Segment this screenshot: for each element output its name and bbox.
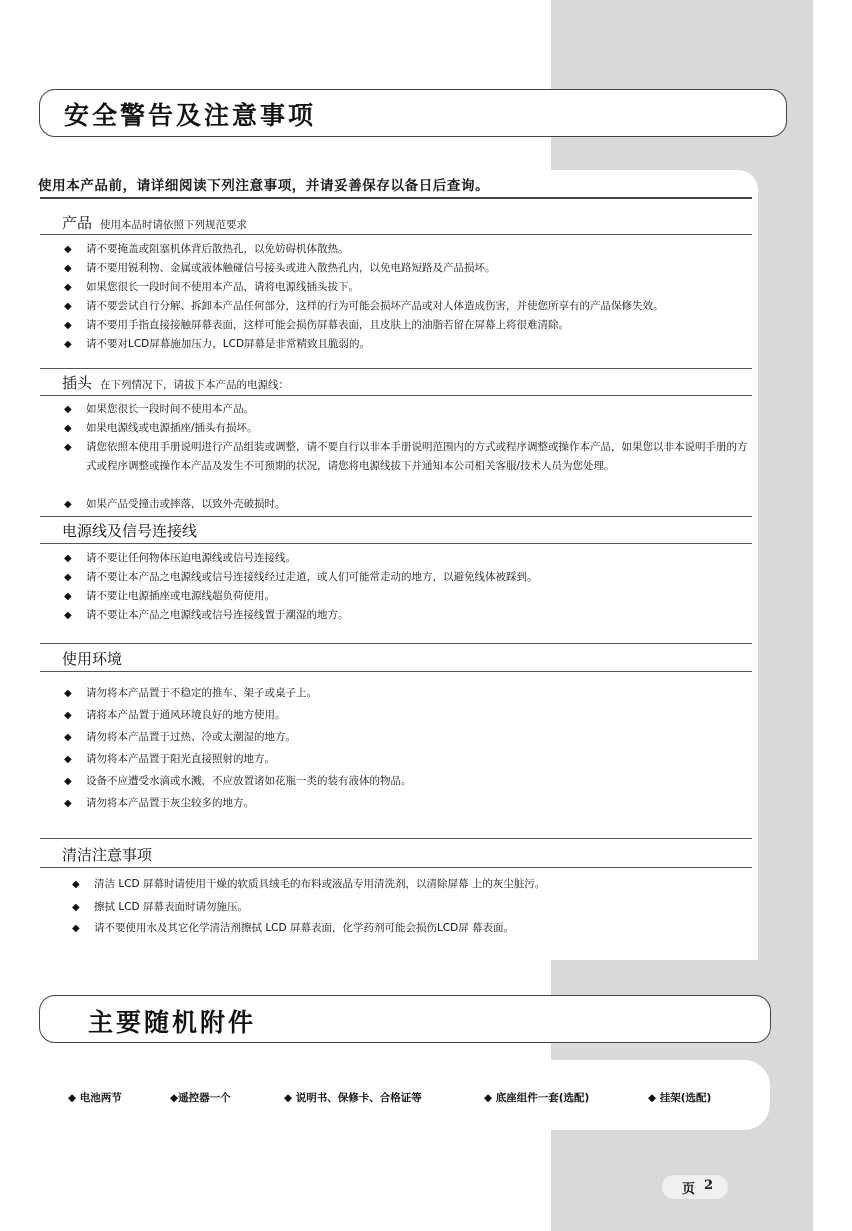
bullet-icon: ◆ xyxy=(64,732,72,743)
bullet-icon: ◆ xyxy=(72,902,80,913)
bullet-icon: ◆ xyxy=(64,282,72,293)
section-divider xyxy=(40,234,752,235)
bullet-icon: ◆ xyxy=(64,404,72,415)
accessory-item: ◆遥控器一个 xyxy=(170,1092,231,1104)
list-item: ◆ 请不要让任何物体压迫电源线或信号连接线。 xyxy=(64,549,756,568)
page-number-badge xyxy=(662,1175,728,1199)
bullet-icon: ◆ xyxy=(64,776,72,787)
bullet-icon: ◆ xyxy=(64,301,72,312)
intro-text: 使用本产品前，请详细阅读下列注意事项，并请妥善保存以备日后查询。 xyxy=(38,178,490,194)
bullet-icon: ◆ xyxy=(64,572,72,583)
bullet-icon: ◆ xyxy=(64,710,72,721)
bullet-icon: ◆ xyxy=(64,499,72,510)
list-item: ◆ 如果您很长一段时间不使用本产品，请将电源线插头拔下。 xyxy=(64,278,756,297)
bullet-icon: ◆ xyxy=(284,1092,293,1104)
section-divider xyxy=(40,867,752,868)
bullet-icon: ◆ xyxy=(64,688,72,699)
accessories-title: 主要随机附件 xyxy=(88,1008,257,1037)
bullet-icon: ◆ xyxy=(64,553,72,564)
accessory-item: ◆ 电池两节 xyxy=(68,1092,122,1104)
accessories-title-box xyxy=(39,995,771,1043)
section-heading-plug xyxy=(62,372,289,393)
section-divider xyxy=(40,543,752,544)
list-item: ◆ 请不要尝试自行分解、拆卸本产品任何部分，这样的行为可能会损坏产品或对人体造成伤害，并使您所享有的产品保修失效。 xyxy=(64,297,756,316)
list-item: ◆ 擦拭 LCD 屏幕表面时请勿施压。 xyxy=(72,898,764,917)
list-item: ◆ 请不要用锐利物、金属或液体触碰信号接头或进入散热孔内，以免电路短路及产品损坏。 xyxy=(64,259,756,278)
section-divider xyxy=(40,368,752,369)
list-item: ◆ 请勿将本产品置于不稳定的推车、架子或桌子上。 xyxy=(64,684,756,703)
bullet-icon: ◆ xyxy=(64,591,72,602)
bullet-icon: ◆ xyxy=(68,1092,77,1104)
accessory-item: ◆ 说明书、保修卡、合格证等 xyxy=(284,1092,422,1104)
bullet-icon: ◆ xyxy=(484,1092,493,1104)
bullet-icon: ◆ xyxy=(64,798,72,809)
section-divider xyxy=(40,838,752,839)
page-number: 2 xyxy=(704,1178,714,1193)
list-item: ◆ 请勿将本产品置于过热、冷或太潮湿的地方。 xyxy=(64,728,756,747)
section-title: 电源线及信号连接线 xyxy=(62,522,198,540)
bullet-icon: ◆ xyxy=(64,320,72,331)
bullet-icon: ◆ xyxy=(72,879,80,890)
section-title: 使用环境 xyxy=(62,650,123,668)
section-title: 清洁注意事项 xyxy=(62,846,153,864)
bullet-icon: ◆ xyxy=(72,923,80,934)
bullet-icon: ◆ xyxy=(64,423,72,434)
list-item: ◆ 请勿将本产品置于灰尘较多的地方。 xyxy=(64,794,756,813)
bullet-icon: ◆ xyxy=(64,263,72,274)
list-item: ◆ 请不要让本产品之电源线或信号连接线置于潮湿的地方。 xyxy=(64,606,756,625)
list-item: ◆ 设备不应遭受水滴或水溅，不应放置诸如花瓶一类的装有液体的物品。 xyxy=(64,772,756,791)
safety-title-box xyxy=(39,89,787,137)
bullet-icon: ◆ xyxy=(64,339,72,350)
section-heading-environment xyxy=(62,648,122,669)
bullet-icon: ◆ xyxy=(64,442,72,453)
list-item: ◆ 如果您很长一段时间不使用本产品。 xyxy=(64,400,756,419)
list-item: ◆ 请将本产品置于通风环境良好的地方使用。 xyxy=(64,706,756,725)
list-item: ◆ 请不要让电源插座或电源线超负荷使用。 xyxy=(64,587,756,606)
page-label: 页 xyxy=(682,1182,696,1197)
section-title: 插头 xyxy=(62,374,93,392)
list-item: ◆ 请不要用手指直接接触屏幕表面，这样可能会损伤屏幕表面，且皮肤上的油脂若留在屏幕上将很难清除。 xyxy=(64,316,756,335)
bullet-icon: ◆ xyxy=(64,244,72,255)
safety-title: 安全警告及注意事项 xyxy=(64,101,317,130)
bullet-icon: ◆ xyxy=(64,754,72,765)
section-heading-cables xyxy=(62,520,197,541)
bullet-icon: ◆ xyxy=(648,1092,657,1104)
list-item: ◆ 请不要掩盖或阻塞机体背后散热孔，以免妨碍机体散热。 xyxy=(64,240,756,259)
accessory-item: ◆ 挂架(选配) xyxy=(648,1092,712,1104)
section-divider xyxy=(40,516,752,517)
list-item: ◆ 请您依照本使用手册说明进行产品组装或调整，请不要自行以非本手册说明范围内的方式或程序调整或操作本产品，如果您以非本说明手册的方式或程序调整或操作本产品及发生不可预期的状况，请您将电源线拔下并通知本公司相关客服/技术人员为您处理。 xyxy=(64,438,756,476)
list-item: ◆ 请不要使用水及其它化学清洁剂擦拭 LCD 屏幕表面，化学药剂可能会损伤LCD屏 幕表面。 xyxy=(72,919,764,938)
bullet-icon: ◆ xyxy=(64,610,72,621)
list-item: ◆ 如果产品受撞击或摔落，以致外壳破损时。 xyxy=(64,495,756,514)
bullet-icon: ◆ xyxy=(170,1092,179,1104)
section-heading-product xyxy=(62,212,247,233)
section-heading-cleaning xyxy=(62,844,152,865)
list-item: ◆ 请不要让本产品之电源线或信号连接线经过走道，或人们可能常走动的地方，以避免线体被踩到。 xyxy=(64,568,756,587)
section-title: 产品 xyxy=(62,214,93,232)
section-divider xyxy=(40,671,752,672)
list-item: ◆ 如果电源线或电源插座/插头有损坏。 xyxy=(64,419,756,438)
intro-divider xyxy=(40,197,752,199)
section-divider xyxy=(40,395,752,396)
list-item: ◆ 清洁 LCD 屏幕时请使用干燥的软质具绒毛的布料或液晶专用清洗剂，以清除屏幕 上的灰尘脏污。 xyxy=(72,875,764,894)
accessory-item: ◆ 底座组件一套(选配) xyxy=(484,1092,590,1104)
list-item: ◆ 请勿将本产品置于阳光直接照射的地方。 xyxy=(64,750,756,769)
section-divider xyxy=(40,643,752,644)
list-item: ◆ 请不要对LCD屏幕施加压力，LCD屏幕是非常精致且脆弱的。 xyxy=(64,335,756,354)
section-subtitle: 使用本品时请依照下列规范要求 xyxy=(100,219,248,231)
section-subtitle: 在下列情况下，请拔下本产品的电源线： xyxy=(100,379,290,391)
